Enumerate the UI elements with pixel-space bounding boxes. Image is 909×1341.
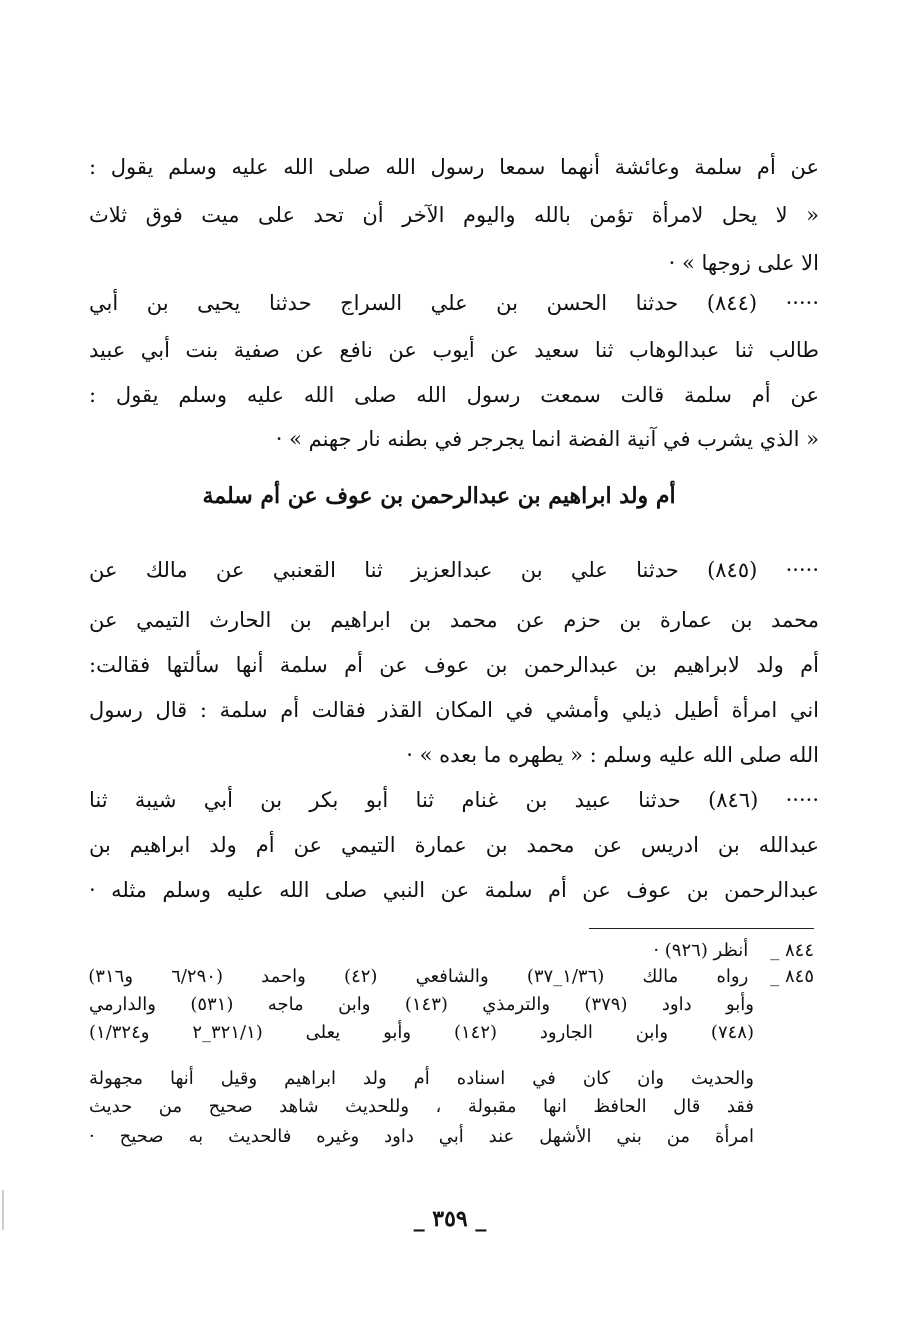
footnote-separator <box>589 928 814 929</box>
footnote-845 <box>89 964 814 990</box>
text-line: عن أم سلمة وعائشة أنهما سمعا رسول الله صلى الله عليه وسلم يقول : <box>89 155 819 179</box>
footnote-text: رواه مالك (١/٣٦_٣٧) والشافعي (٤٢) واحمد (٦/٢٩٠ و٣١٦) <box>88 966 749 987</box>
page-number: _ ٣٥٩ _ <box>413 1206 487 1232</box>
footnote-text: فقد قال الحافظ انها مقبولة ، وللحديث شاهد صحيح من حديث <box>89 1096 754 1117</box>
text-line: ····· (٨٤٤) حدثنا الحسن بن علي السراج حدثنا يحيى بن أبي <box>89 291 819 315</box>
footnote-text: امرأة من بني الأشهل عند أبي داود وغيره فالحديث به صحيح · <box>89 1126 754 1147</box>
text-line: الله صلى الله عليه وسلم : « يطهره ما بعده » · <box>406 743 819 767</box>
text-line: الا على زوجها » · <box>668 251 819 275</box>
text-line: محمد بن عمارة بن حزم عن محمد بن ابراهيم بن الحارث التيمي عن <box>89 608 819 632</box>
text-line: « لا يحل لامرأة تؤمن بالله واليوم الآخر أن تحد على ميت فوق ثلاث <box>89 203 819 227</box>
footnote-text: والحديث وان كان في اسناده أم ولد ابراهيم وقيل أنها مجهولة <box>89 1068 754 1089</box>
text-line: أم ولد لابراهيم بن عبدالرحمن بن عوف عن أم سلمة أنها سألتها فقالت: <box>89 653 819 677</box>
footnote-text: (٧٤٨) وابن الجارود (١٤٢) وأبو يعلى (٣٢١/١_٢ و١/٣٢٤) <box>89 1022 755 1043</box>
text-line: ····· (٨٤٦) حدثنا عبيد بن غنام ثنا أبو بكر بن أبي شيبة ثنا <box>89 788 819 812</box>
text-line: عبدالله بن ادريس عن محمد بن عمارة التيمي عن أم ولد ابراهيم بن <box>89 833 819 857</box>
footnote-844 <box>89 938 814 964</box>
footnote-text: وأبو داود (٣٧٩) والترمذي (١٤٣) وابن ماجه (٥٣١) والدارمي <box>89 994 754 1015</box>
text-line: عبدالرحمن بن عوف عن أم سلمة عن النبي صلى الله عليه وسلم مثله · <box>89 878 819 902</box>
text-line: « الذي يشرب في آنية الفضة انما يجرجر في بطنه نار جهنم » · <box>275 427 819 451</box>
section-heading: أم ولد ابراهيم بن عبدالرحمن بن عوف عن أم سلمة <box>202 483 676 509</box>
footnote-number: ٨٤٤ _ <box>770 940 814 961</box>
text-line: ····· (٨٤٥) حدثنا علي بن عبدالعزيز ثنا القعنبي عن مالك عن <box>89 558 819 582</box>
text-line: اني امرأة أطيل ذيلي وأمشي في المكان القذر فقالت أم سلمة : قال رسول <box>89 698 819 722</box>
text-line: عن أم سلمة قالت سمعت رسول الله صلى الله عليه وسلم يقول : <box>89 383 819 407</box>
scan-edge-mark <box>2 1190 4 1230</box>
footnote-text: أنظر (٩٢٦) · <box>653 940 749 961</box>
footnote-number: ٨٤٥ _ <box>770 966 814 987</box>
text-line: طالب ثنا عبدالوهاب ثنا سعيد عن أيوب عن نافع عن صفية بنت أبي عبيد <box>89 338 819 362</box>
